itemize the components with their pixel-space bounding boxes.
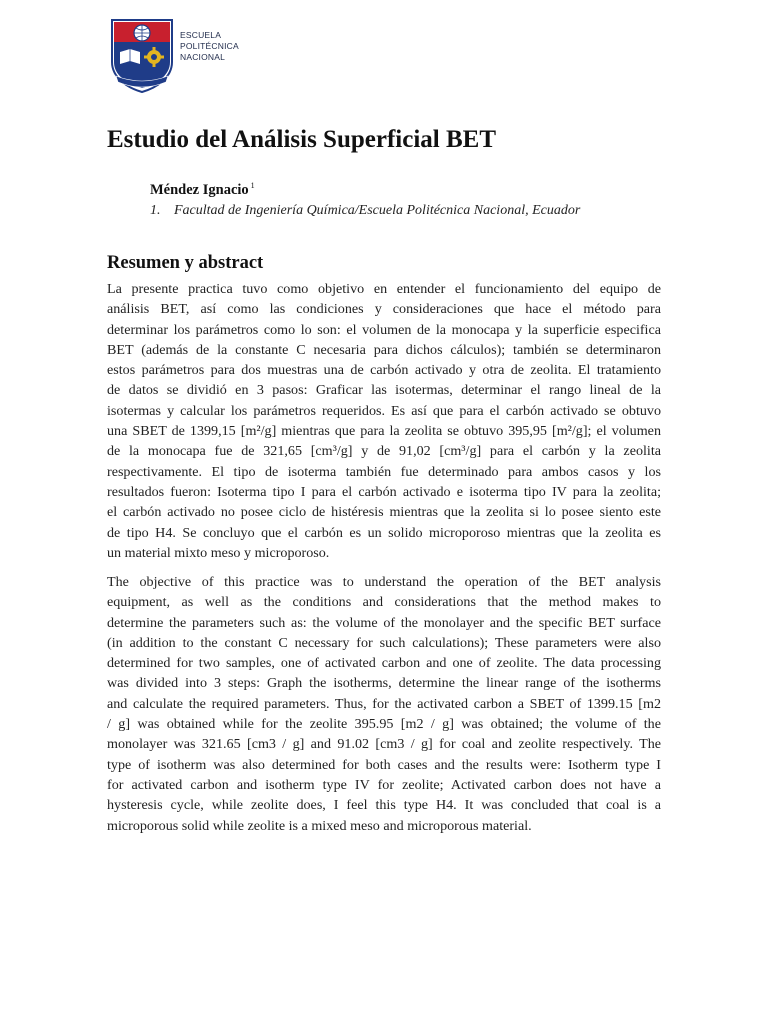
paragraph-line: determinar los parámetros como lo son: el volumen de la monocapa y la superficie especifica [107,321,661,338]
institution-logo [106,16,256,96]
paragraph-line: monolayer was 321.65 [cm3 / g] and 91.02 [cm3 / g] for coal and zeolite respectively. The [107,736,661,753]
paragraph-line: de tipo H4. Se concluyo que el carbón es un solido microporoso mientras que la zeolita es [107,524,661,541]
paragraph-line: (in addition to the constant C necessary for such calculations); These parameters were also [107,634,661,651]
paper-title: Estudio del Análisis Superficial BET [107,126,496,153]
affiliation-text: Facultad de Ingeniería Química/Escuela Politécnica Nacional, Ecuador [174,203,581,218]
paragraph-line: isotermas y calcular los parámetros requeridos. Es así que para el carbón activado se obtuvo [107,402,661,419]
paragraph-line: hysteresis cycle, while zeolite does, I feel this type H4. It was concluded that coal is a [107,797,661,814]
paragraph-line: de la monocapa fue de 321,65 [cm³/g] y de 91,02 [cm³/g] para el carbón y la zeolita [107,443,661,460]
abstract-heading: Resumen y abstract [107,253,264,273]
paragraph-line: resultados fueron: Isoterma tipo I para el carbón activado e isoterma tipo IV para la zeolita; [107,483,661,500]
paragraph-line: was divided into 3 steps: Graph the isotherms, determine the linear range of the isotherms [107,675,661,692]
paragraph-line: determine the parameters such as: the volume of the monolayer and the specific BET surface [107,614,661,631]
epn-shield-logo-icon [106,16,178,96]
paragraph-line: una SBET de 1399,15 [m²/g] mientras que para la zeolita se obtuvo 395,95 [m²/g]; el volumen [107,423,661,440]
affiliation-number: 1. [150,203,161,218]
author-affiliation [150,203,580,219]
abstract-english-paragraph [107,572,661,836]
paragraph-line: for activated carbon and isotherm type IV for zeolite; Activated carbon does not have a [107,776,661,793]
paragraph-line: type of isotherm was also determined for both cases and the results were: Isotherm type I [107,756,661,773]
paragraph-line: respectivamente. El tipo de isoterma también fue determinado para ambos casos y los [107,463,661,480]
paragraph-line: de datos se dividió en 3 pasos: Graficar las isotermas, determinar el rango lineal de la [107,382,661,399]
paragraph-line: determined for two samples, one of activated carbon and one of zeolite. The data processing [107,655,661,672]
author-superscript: 1 [250,181,255,190]
paragraph-line: and calculate the required parameters. Thus, for the activated carbon a SBET of 1399.15 [m2 [107,695,661,712]
paragraph-line: análisis BET, así como las condiciones y consideraciones que hace el método para [107,301,661,318]
paragraph-line: estos parámetros para dos muestras una de carbón activado y otra de zeolita. El tratamiento [107,362,661,379]
abstract-spanish-paragraph [107,279,661,563]
paragraph-line: equipment, as well as the conditions and considerations that the method makes to [107,594,661,611]
institution-name: ESCUELA POLITÉCNICA NACIONAL [180,30,239,62]
paragraph-line: La presente practica tuvo como objetivo en entender el funcionamiento del equipo de [107,281,661,297]
author-name: Méndez Ignacio $^1$ [150,181,255,198]
paragraph-line: The objective of this practice was to understand the operation of the BET analysis [107,574,661,590]
paragraph-line: el carbón activado no posee ciclo de histéresis mientras que la zeolita si lo posee siento este [107,504,661,521]
paragraph-line: BET (además de la constante C necesaria para dichos cálculos); también se determinaron [107,341,661,358]
paragraph-line: un material mixto meso y microporoso. [107,544,330,561]
paragraph-line: microporous solid while zeolite is a mixed meso and microporous material. [107,817,532,834]
paragraph-line: / g] was obtained while for the zeolite 395.95 [m2 / g] was obtained; the volume of the [107,716,661,733]
